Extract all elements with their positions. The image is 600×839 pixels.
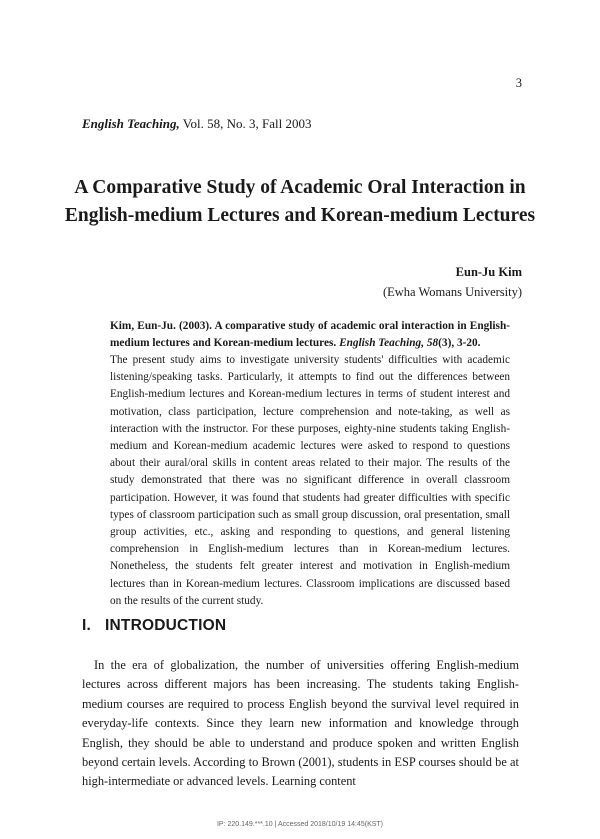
abstract: The present study aims to investigate university students' difficulties with academic listening/speaking tasks. Particularly, it attempts to find out the differences between English-medium lectures and Korean-medium lectures in terms of student interest and motivation, class participation, lecture comprehension and note-taking, as well as interaction with the instructor. For these purposes, eighty-nine students taking English-medium and Korean-medium academic lectures were asked to respond to questions about their aural/oral skills in content areas related to their major. The results of the study demonstrated that there was no significant difference in overall classroom participation. However, it was found that students had greater difficulties with specific types of classroom participation such as small group discussion, oral presentation, small group activities, etc., asking and responding to questions, and general listening comprehension in English-medium lectures than in Korean-medium lectures. Nonetheless, the students felt greater interest and motivation in English-medium lectures than in Korean-medium lectures. Classroom implications are discussed based on the results of the current study. bbox=[110, 354, 510, 607]
citation bbox=[110, 318, 510, 352]
section-title: INTRODUCTION bbox=[105, 617, 227, 634]
journal-name: English Teaching, bbox=[82, 116, 180, 131]
journal-reference bbox=[82, 116, 311, 132]
paper-title-line-1: A Comparative Study of Academic Oral Interaction in bbox=[74, 177, 526, 198]
intro-paragraph: In the era of globalization, the number of universities offering English-medium lectures across different majors has been increasing. The students taking English-medium courses are required to process English beyond the survival level required in everyday-life contexts. Since they learn new information and knowledge through English, they should be able to understand and produce spoken and written English beyond certain levels. According to Brown (2001), students in ESP courses should be at high-intermediate or advanced levels. Learning content bbox=[82, 658, 519, 789]
author-affiliation: (Ewha Womans University) bbox=[382, 285, 522, 299]
paper-title-line-2: English-medium Lectures and Korean-medium Lectures bbox=[64, 205, 536, 226]
author-block bbox=[383, 262, 522, 302]
author-name: Eun-Ju Kim bbox=[455, 265, 522, 279]
citation-issue: (3), 3-20. bbox=[438, 337, 481, 349]
section-number: I. bbox=[82, 617, 92, 634]
page-number: 3 bbox=[515, 76, 522, 90]
journal-issue: Vol. 58, No. 3, Fall 2003 bbox=[179, 116, 312, 131]
citation-journal: English Teaching, 58 bbox=[339, 337, 439, 349]
paper-title bbox=[40, 174, 560, 230]
access-footer: IP: 220.149.***.10 | Accessed 2018/10/19 14:45(KST) bbox=[216, 821, 384, 828]
citation-text: Kim, Eun-Ju. (2003). A comparative study of academic oral interaction in English-medium lectures and Korean-medium lectures. bbox=[110, 320, 510, 349]
section-heading bbox=[82, 617, 240, 635]
